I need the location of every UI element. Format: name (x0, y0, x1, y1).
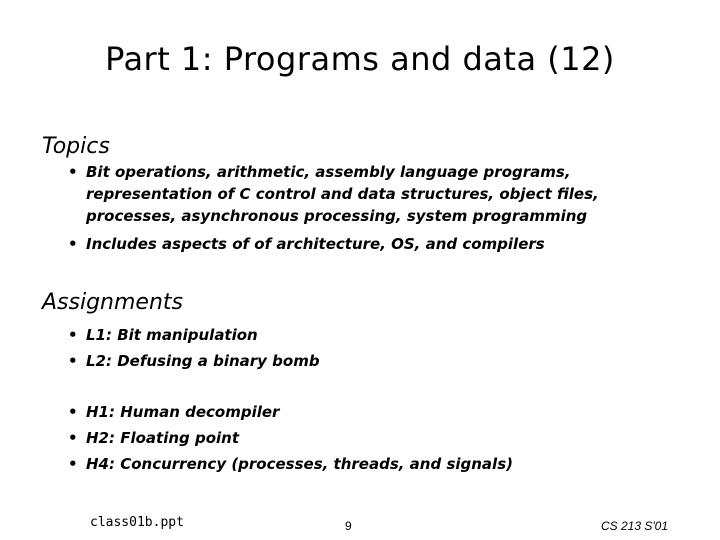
bullet-icon: • (68, 352, 78, 370)
assignments-heading: Assignments (42, 290, 183, 315)
homework-bullet (68, 399, 513, 425)
bullet-icon: • (68, 403, 78, 421)
lab-text: L2: Defusing a binary bomb (86, 352, 320, 370)
footer-page-number: 9 (345, 519, 352, 533)
topic-bullet (68, 161, 668, 227)
footer-course: CS 213 S'01 (601, 519, 669, 533)
lab-bullet (68, 322, 320, 348)
homework-bullet (68, 425, 513, 451)
homework-text: H1: Human decompiler (86, 403, 280, 421)
bullet-icon: • (68, 455, 78, 473)
lab-list (68, 322, 320, 374)
topic-text: Bit operations, arithmetic, assembly language programs, representation of C control and data structures, object files, processes, asynchronous processing, system programming (86, 163, 599, 225)
bullet-icon: • (68, 235, 78, 253)
homework-text: H4: Concurrency (processes, threads, and signals) (86, 455, 513, 473)
topic-bullet (68, 231, 668, 257)
bullet-icon: • (68, 326, 78, 344)
lab-bullet (68, 348, 320, 374)
lab-text: L1: Bit manipulation (86, 326, 258, 344)
homework-text: H2: Floating point (86, 429, 240, 447)
bullet-icon: • (68, 429, 78, 447)
topics-list (68, 161, 668, 257)
slide-title: Part 1: Programs and data (12) (105, 40, 615, 78)
topics-heading: Topics (42, 134, 110, 159)
topic-text: Includes aspects of of architecture, OS, and compilers (86, 235, 545, 253)
homework-list (68, 399, 513, 477)
homework-bullet (68, 451, 513, 477)
footer-filename: class01b.ppt (90, 515, 184, 530)
bullet-icon: • (68, 163, 78, 181)
